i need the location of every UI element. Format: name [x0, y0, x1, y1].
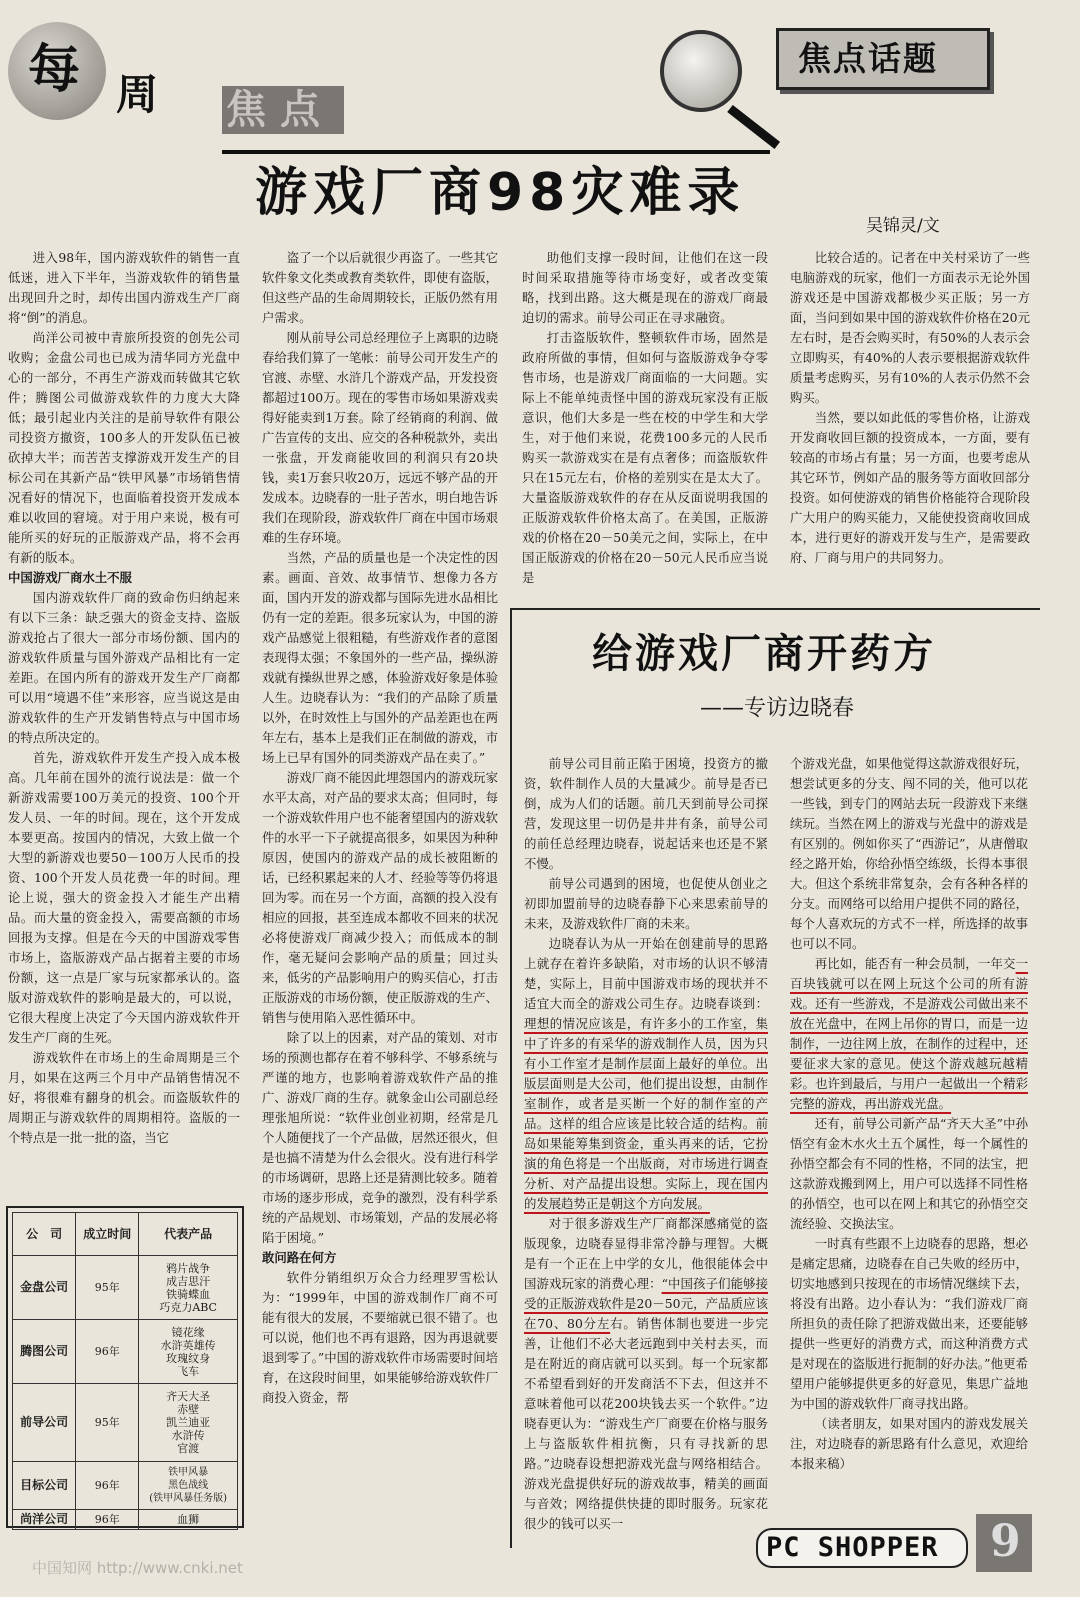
magnifier-handle	[727, 105, 780, 149]
paragraph: 游戏软件在市场上的生命周期是三个月，如果在这两三个月中产品销售情况不好，将很难有翻身的机会。而盗版软件的周期正与游戏软件的周期相符。盗版的一个特点是一批一批的盗，当它	[8, 1050, 240, 1145]
article-title: 游戏厂商98灾难录	[255, 163, 746, 223]
paragraph: 还有，前导公司新产品“齐天大圣”中孙悟空有金木水火土五个属性，每一个属性的孙悟空都会有不同的性格，不同的法宝，把这款游戏搬到网上，用户可以选择不同性格的孙悟空，也可以在网上和其它的孙悟空交流经验、交换法宝。	[790, 1116, 1028, 1231]
header-jiaodian: 焦点	[226, 87, 334, 133]
table-header: 公 司	[13, 1213, 76, 1256]
paragraph: 前导公司遇到的困境，也促使从创业之初即加盟前导的边晓春静下心来思索前导的未来，及游戏软件厂商的未来。	[524, 876, 768, 931]
article1-col4	[790, 248, 1030, 600]
table-header: 成立时间	[76, 1213, 139, 1256]
watermark: 中国知网 http://www.cnki.net	[32, 1559, 243, 1577]
paragraph: 盗了一个以后就很少再盗了。一些其它软件象文化类或教育类软件，即使有盗版，但这些产品的生命周期较长，正版仍然有用户需求。	[262, 250, 498, 325]
paragraph: 一时真有些跟不上边晓春的思路，想必是痛定思痛，边晓春在自己失败的经历中，切实地感到只按现在的市场情况继续下去，将没有出路。边小春认为：“我们游戏厂商所担负的责任除了把游戏做出来，还要能够提供一些更好的消费方式，而这种消费方式是对现在的盗版进行扼制的好办法。”他更希望用户能够提供更多的好意见，集思广益地为中国的游戏软件厂商寻找出路。	[790, 1236, 1028, 1411]
magnifier-icon	[660, 30, 742, 112]
paragraph: 对于很多游戏生产厂商都深感痛觉的盗版现象，边晓春显得非常冷静与理智。大概是有一个正在上中学的女儿，他很能体会中国游戏玩家的消费心理：“中国孩子们能够接受的正版游戏软件是20－50元，产品质应该在70、80分左右。销售体制也要进一步完善，让他们不必大老远跑到中关村去买，而是在附近的商店就可以买到。每一个玩家都不希望看到好的开发商活不下去，但这并不意味着他可以花200块钱去买一个软件。”边晓春更认为：“游戏生产厂商要在价格与服务上与盗版软件相抗衡，只有寻找新的思路。”边晓春设想把游戏光盘与网络相结合。游戏光盘提供好玩的游戏故事，精美的画面与音效；网络提供快捷的即时服务。玩家花很少的钱可以买一	[524, 1216, 768, 1531]
paragraph: 再比如，能否有一种会员制，一年交一百块钱就可以在网上玩这个公司的所有游戏。还有一些游戏，不是游戏公司做出来不放在光盘中，在网上吊你的胃口，而是一边制作，一边往网上放，在制作的过程中，还要征求大家的意见。使这个游戏越玩越精彩。也许到最后，与用户一起做出一个精彩完整的游戏，再出游戏光盘。	[790, 956, 1028, 1111]
article1-col2	[262, 248, 498, 1578]
article1-col3	[522, 248, 768, 600]
article2-col3	[524, 754, 768, 1544]
paragraph: 比较合适的。记者在中关村采访了一些电脑游戏的玩家，他们一方面表示无论外国游戏还是中国游戏都极少买正版；另一方面，当问到如果中国的游戏软件价格在20元左右时，是否会购买时，有50%的人表示会立即购买，有40%的人表示要根据游戏软件质量考虑购买，另有10%的人表示仍然不会购买。	[790, 250, 1030, 405]
paragraph: 除了以上的因素，对产品的策划、对市场的预测也都存在着不够科学、不够系统与严谨的地方，也影响着游戏软件产品的推广、游戏厂商的生存。就象金山公司副总经理张旭所说：“软件业创业初期，经常是几个人随便找了一个产品做，居然还很火，但是也搞不清楚为什么会很火。没有进行科学的市场调研，思路上还是猜测比较多。随着市场的逐步形成，竞争的激烈，没有科学系统的产品规划、市场策划，产品的发展必将陷于困境。”	[262, 1030, 498, 1245]
paragraph: 助他们支撑一段时间，让他们在这一段时间采取措施等待市场变好，或者改变策略，找到出路。这大概是现在的游戏厂商最迫切的需求。前导公司正在寻求融资。	[522, 250, 768, 325]
table-row: 金盘公司 95年 鸦片战争 成吉思汗 铁骑蝶血 巧克力ABC	[13, 1256, 238, 1320]
paragraph: 个游戏光盘，如果他觉得这款游戏很好玩，想尝试更多的分支、闯不同的关，他可以花一些钱，到专门的网站去玩一段游戏下来继续玩。当然在网上的游戏与光盘中的游戏是有区别的。例如你买了“西游记”，从唐僧取经之路开始，你给孙悟空练级，长得本事很大。但这个系统非常复杂，会有各种各样的分支。而网络可以给用户提供不同的路径，每个人喜欢玩的方式不一样，所选择的故事也可以不同。	[790, 756, 1028, 951]
paragraph: 打击盗版软件，整顿软件市场，固然是政府所做的事情，但如何与盗版游戏争夺零售市场，也是游戏厂商面临的一大问题。实际上不能单纯责怪中国的游戏玩家没有正版意识，他们大多是一些在校的中学生和大学生，对于他们来说，花费100多元的人民币购买一款游戏实在是有点奢侈；而盗版软件只在15元左右，价格的差别实在是太大了。大量盗版游戏软件的存在从反面说明我国的正版游戏软件价格太高了。在美国，正版游戏的价格在20－50美元之间，实际上，在中国正版游戏的价格在20－50元人民币应当说是	[522, 330, 768, 585]
paragraph: 当然，要以如此低的零售价格，让游戏开发商收回巨额的投资成本，一方面，要有较高的市场占有量；另一方面，也要考虑从其它环节，例如产品的服务等方面收回部分投资。如何使游戏的销售价格能符合现阶段广大用户的购买能力，又能使投资商收回成本，进行更好的游戏开发与生产，是需要政府、厂商与用户的共同努力。	[790, 410, 1030, 565]
header-zhou: 周	[116, 70, 159, 119]
company-table	[12, 1212, 238, 1530]
company-table-frame	[6, 1206, 244, 1528]
paragraph: 前导公司目前正陷于困境，投资方的撤资，软件制作人员的大量减少。前导是否已倒，成为人们的话题。前几天到前导公司探营，发现这里一切仍是井井有条，前导公司的前任总经理边晓春，说起话来也还是不紧不慢。	[524, 756, 768, 871]
paragraph: 软件分销组织万众合力经理罗雪松认为：“1999年，中国的游戏制作厂商不可能有很大的发展，不要缩就已很不错了。也可以说，他们也不再有退路，因为再退就要退到零了。”中国的游戏软件市场需要时间培育，在这段时间里，如果能够给游戏软件厂商投入资金，帮	[262, 1270, 498, 1405]
highlighted-text: 理想的情况应该是，有许多小的工作室，集中了许多的有采华的游戏制作人员，因为只有小工作室才是制作层面上最好的单位。出版层面则是大公司，他们提出设想，由制作室制作，或者是买断一个好的制作室的产品。这样的组合应该是比较合适的结构。前岛如果能筹集到资金，重头再来的话，它扮演的角色将是一个出版商，对市场进行调查分析、对产品提出设想。实际上，现在国内的发展趋势正是朝这个方向发展。	[524, 1016, 768, 1211]
paragraph: 首先，游戏软件开发生产投入成本极高。几年前在国外的流行说法是：做一个新游戏需要100万美元的投资、100个开发人员、一年的时间。现在，这个开发成本要更高。按国内的情况，大致上做一个大型的新游戏也要50－100万人民币的投资、100个开发人员花费一年的时间。理论上说，强大的资金投入才能生产出精品。而大量的资金投入，需要高额的市场回报为支撑。但是在今天的中国游戏零售市场上，盗版游戏产品占据着主要的市场份额，这一点是厂家与玩家都承认的。盗版对游戏软件的影响是最大的，可以说，它很大程度上决定了今天国内游戏软件开发生产厂商的生死。	[8, 750, 240, 1045]
subhead-wenlu: 敢问路在何方	[262, 1250, 337, 1265]
article2-title: 给游戏厂商开药方	[592, 631, 936, 677]
highlighted-text: 一百块钱就可以在网上玩这个公司的所有游戏。还有一些游戏，不是游戏公司做出来不放在光盘中，在网上吊你的胃口，而是一边制作，一边往网上放，在制作的过程中，还要征求大家的意见。使这个游戏越玩越精彩。也许到最后，与用户一起做出一个精彩完整的游戏，再出游戏光盘。	[790, 956, 1028, 1111]
paragraph: 当然，产品的质量也是一个决定性的因素。画面、音效、故事情节、想像力各方面，国内开发的游戏都与国际先进水品相比仍有一定的差距。很多玩家认为，中国的游戏产品感觉上很粗糙，有些游戏作者的意图表现得太强；不象国外的一些产品，操纵游戏就有操纵世界之感，体验游戏好象是体验人生。边晓春认为：“我们的产品除了质量以外，在时效性上与国外的产品差距也在两年左右，基本上是我们正在制做的游戏，市场上已早有国外的同类游戏产品在卖了。”	[262, 550, 498, 765]
table-row: 腾图公司 96年 镜花缘 水浒英雄传 玫瑰纹身 飞车	[13, 1320, 238, 1384]
paragraph: 国内游戏软件厂商的致命伤归纳起来有以下三条：缺乏强大的资金支持、盗版游戏抢占了很大一部分市场份额、国内的游戏软件质量与国外游戏产品相比有一定差距。在国内所有的游戏开发生产厂商都可以用“境遇不佳”来形容，应当说这是由游戏软件的生产开发销售特点与中国市场的特点所决定的。	[8, 590, 240, 745]
table-row: 前导公司 95年 齐天大圣 赤壁 凯兰迪亚 水浒传 官渡	[13, 1384, 238, 1462]
paragraph: 尚洋公司被中青旅所投资的创先公司收购；金盘公司也已成为清华同方光盘中心的一部分，不再生产游戏而转做其它软件；腾图公司做游戏软件的力度大大降低；最引起业内关注的是前导软件有限公司投资方撤资，100多人的开发队伍已被砍掉大半；而苦苦支撑游戏开发生产的目标公司在其新产品“铁甲风暴”市场销售情况看好的情况下，也面临着投资开发成本难以收回的窘境。对于用户来说，极有可能所买的好玩的正版游戏产品，将不会再有新的版本。	[8, 330, 240, 565]
topic-tag: 焦点话题	[798, 39, 938, 78]
paragraph: （读者朋友，如果对国内的游戏发展关注，对边晓春的新思路有什么意见，欢迎给本报来稿）	[790, 1416, 1028, 1471]
article2-col4	[790, 754, 1028, 1534]
paragraph: 边晓春认为从一开始在创建前导的思路上就存在着许多缺陷，对市场的认识不够清楚，实际上，目前中国游戏市场的现状并不适宜大而全的游戏公司生存。边晓春谈到：理想的情况应该是，有许多小的工作室，集中了许多的有采华的游戏制作人员，因为只有小工作室才是制作层面上最好的单位。出版层面则是大公司，他们提出设想，由制作室制作，或者是买断一个好的制作室的产品。这样的组合应该是比较合适的结构。前岛如果能筹集到资金，重头再来的话，它扮演的角色将是一个出版商，对市场进行调查分析、对产品提出设想。实际上，现在国内的发展趋势正是朝这个方向发展。	[524, 936, 768, 1211]
table-row: 目标公司 96年 铁甲风暴 黑色战线 (铁甲风暴任务版)	[13, 1462, 238, 1510]
paragraph: 游戏厂商不能因此埋怨国内的游戏玩家水平太高，对产品的要求太高；但同时，每一个游戏软件用户也不能奢望国内的游戏软件的水平一下子就提高很多，如果因为种种原因，使国内的游戏产品的成长被阻断的话，已经积累起来的人才、经验等等仍将退回为零。而在另一个方面，高额的投入没有相应的回报，甚至连成本都收不回来的状况必将使游戏厂商减少投入；而低成本的制作，毫无疑问会影响产品的质量；回过头来，低劣的产品影响用户的购买信心，打击正版游戏的市场份额，使正版游戏的生产、销售与使用陷入恶性循环中。	[262, 770, 498, 1025]
pc-shopper-logo-text: PC SHOPPER	[766, 1532, 939, 1563]
subhead-shuitu: 中国游戏厂商水土不服	[8, 570, 132, 585]
table-header: 代表产品	[139, 1213, 238, 1256]
table-row: 尚洋公司 96年 血狮	[13, 1510, 238, 1530]
author: 吴锦灵/文	[866, 216, 940, 236]
header-rule	[222, 150, 770, 154]
highlighted-text: “中国孩子们能够接受的正版游戏软件是20－50元，产品质应该在70、80分左	[524, 1276, 768, 1331]
header-mei: 每	[28, 40, 81, 100]
page-number: 9	[990, 1516, 1021, 1567]
article2-subtitle: ——专访边晓春	[700, 696, 855, 721]
paragraph: 刚从前导公司总经理位子上离职的边晓春给我们算了一笔帐：前导公司开发生产的官渡、赤壁、水浒几个游戏产品，开发投资都超过100万。现在的零售市场如果游戏卖得好能卖到1万套。除了经销商的利润、做广告宣传的支出、应交的各种税款外，卖出一张盘，开发商能收回的利润只有20块钱，卖1万套只收20万，远远不够产品的开发成本。边晓春的一肚子苦水，明白地告诉我们在现阶段，游戏软件厂商在中国市场艰难的生存环境。	[262, 330, 498, 545]
article1-col1	[8, 248, 240, 1188]
paragraph: 进入98年，国内游戏软件的销售一直低迷，进入下半年，当游戏软件的销售量出现回升之时，却传出国内游戏生产厂商将“倒”的消息。	[8, 250, 240, 325]
